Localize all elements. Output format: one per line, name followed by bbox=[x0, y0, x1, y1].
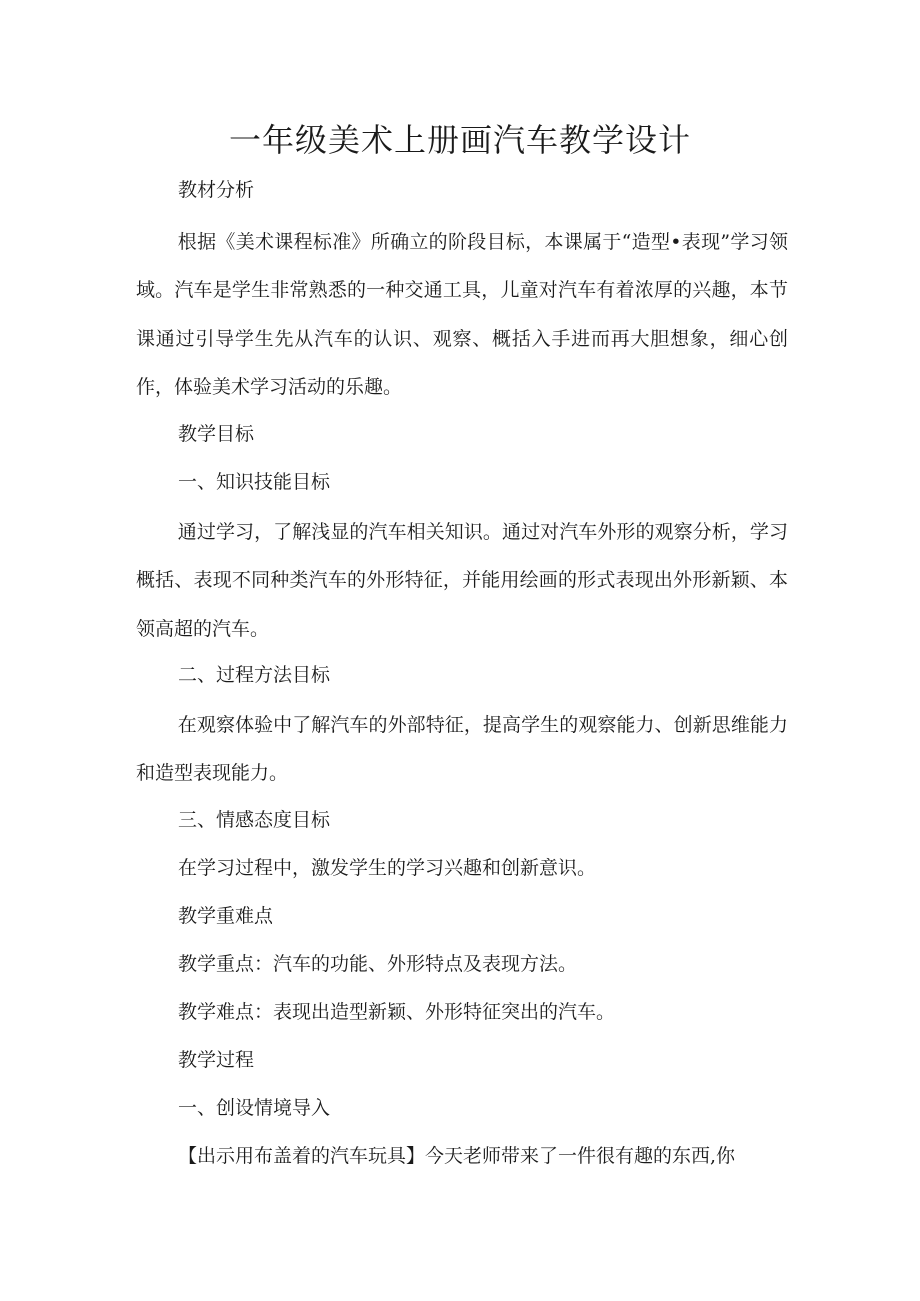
subheading-knowledge-skill-goal: 一、知识技能目标 bbox=[178, 471, 331, 493]
subheading-process-method-goal: 二、过程方法目标 bbox=[178, 664, 331, 686]
section-heading-teaching-process: 教学过程 bbox=[178, 1049, 255, 1071]
section-heading-teaching-goals: 教学目标 bbox=[178, 423, 255, 445]
subheading-emotion-attitude-goal: 三、情感态度目标 bbox=[178, 809, 331, 831]
section-heading-key-difficult-points: 教学重难点 bbox=[178, 905, 274, 927]
subheading-create-situation: 一、创设情境导入 bbox=[178, 1097, 331, 1119]
section-heading-material-analysis: 教材分析 bbox=[178, 179, 255, 201]
paragraph-difficult-point: 教学难点：表现出造型新颖、外形特征突出的汽车。 bbox=[178, 1001, 616, 1023]
paragraph-key-point: 教学重点：汽车的功能、外形特点及表现方法。 bbox=[178, 953, 578, 975]
paragraph-create-situation: 【出示用布盖着的汽车玩具】今天老师带来了一件很有趣的东西,你 bbox=[178, 1145, 736, 1167]
paragraph-knowledge-skill-goal: 通过学习，了解浅显的汽车相关知识。通过对汽车外形的观察分析，学习概括、表现不同种类汽车的外形特征，并能用绘画的形式表现出外形新颖、本领高超的汽车。 bbox=[136, 521, 788, 640]
paragraph-emotion-attitude-goal: 在学习过程中，激发学生的学习兴趣和创新意识。 bbox=[178, 857, 597, 879]
document-title: 一年级美术上册画汽车教学设计 bbox=[228, 121, 691, 159]
paragraph-process-method-goal: 在观察体验中了解汽车的外部特征，提高学生的观察能力、创新思维能力和造型表现能力。 bbox=[136, 714, 788, 785]
paragraph-material-analysis: 根据《美术课程标准》所确立的阶段目标，本课属于“造型•表现”学习领域。汽车是学生非常熟悉的一种交通工具，儿童对汽车有着浓厚的兴趣，本节课通过引导学生先从汽车的认识、观察、概括入手进而再大胆想象，细心创作，体验美术学习活动的乐趣。 bbox=[136, 231, 788, 398]
